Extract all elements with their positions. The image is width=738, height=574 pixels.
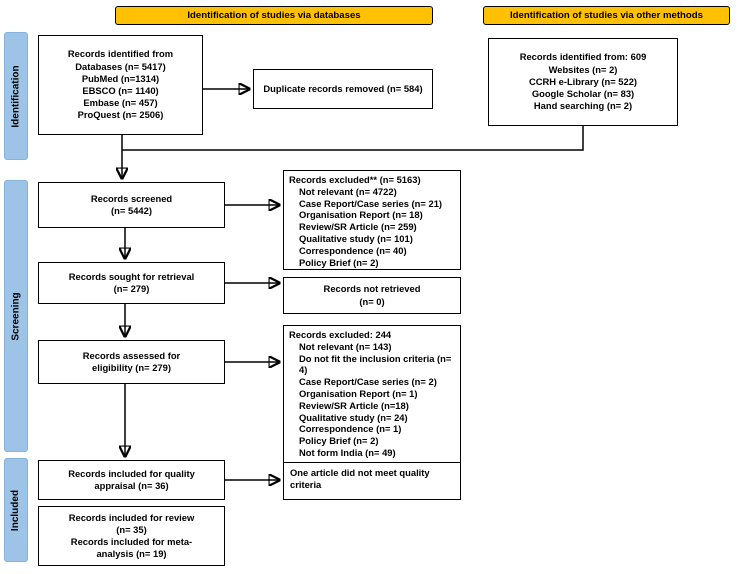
box-records-identified-other bbox=[488, 38, 678, 126]
stage-identification-label: Identification bbox=[10, 64, 22, 128]
text-line: Records not retrieved bbox=[323, 283, 421, 295]
box-records-assessed-eligibility bbox=[38, 340, 225, 384]
text-line: One article did not meet quality bbox=[290, 467, 430, 478]
box-records-not-retrieved bbox=[283, 277, 461, 314]
text-line: Records included for review bbox=[68, 511, 195, 523]
text-line: Records excluded: 244 bbox=[289, 329, 392, 340]
text-line: Review/SR Article (n=18) bbox=[299, 399, 409, 411]
box-included-quality-appraisal bbox=[38, 460, 225, 500]
text-line: appraisal (n= 36) bbox=[94, 480, 169, 491]
box-records-excluded-eligibility bbox=[283, 325, 461, 465]
text-line: EBSCO (n= 1140) bbox=[82, 85, 159, 96]
text-line: Review/SR Article (n= 259) bbox=[299, 221, 417, 233]
text-line: Qualitative study (n= 24) bbox=[299, 411, 408, 423]
text-line: Case Report/Case series (n= 21) bbox=[299, 197, 443, 209]
text-line: Not relevant (n= 4722) bbox=[299, 185, 397, 197]
text-line: (n= 0) bbox=[359, 295, 385, 307]
text-line: Records included for quality bbox=[68, 467, 195, 479]
text-line: Records identified from bbox=[67, 48, 174, 60]
box-records-excluded-screening bbox=[283, 170, 461, 270]
stage-included bbox=[4, 458, 28, 562]
text-line: Databases (n= 5417) bbox=[75, 60, 166, 72]
box-included-final bbox=[38, 506, 225, 566]
text-line: Records excluded** (n= 5163) bbox=[289, 174, 421, 185]
text-line: ProQuest (n= 2506) bbox=[77, 109, 164, 121]
text-line: (n= 5442) bbox=[111, 205, 152, 216]
stage-identification bbox=[4, 32, 28, 160]
text-line: Google Scholar (n= 83) bbox=[531, 88, 635, 100]
box-duplicates-removed bbox=[253, 69, 433, 109]
text-line: Websites (n= 2) bbox=[548, 63, 618, 75]
text-line: Correspondence (n= 1) bbox=[299, 423, 402, 435]
text-line: Policy Brief (n= 2) bbox=[299, 256, 379, 268]
box-quality-note bbox=[283, 462, 461, 500]
banner-databases: Identification of studies via databases bbox=[115, 6, 433, 25]
stage-screening bbox=[4, 180, 28, 452]
text-line: PubMed (n=1314) bbox=[81, 72, 160, 84]
text-line: eligibility (n= 279) bbox=[92, 362, 171, 373]
text-line: CCRH e-Library (n= 522) bbox=[528, 75, 638, 87]
text-line: Qualitative study (n= 101) bbox=[299, 232, 413, 244]
box-records-screened bbox=[38, 182, 225, 228]
text-line: Records screened bbox=[90, 192, 173, 204]
stage-included-label: Included bbox=[10, 489, 22, 531]
text-line: Case Report/Case series (n= 2) bbox=[299, 376, 437, 388]
text-line: (n= 279) bbox=[113, 283, 150, 294]
text-line: Organisation Report (n= 1) bbox=[299, 387, 418, 399]
box-records-sought-retrieval bbox=[38, 262, 225, 304]
text-line: criteria bbox=[290, 479, 322, 491]
text-line: Policy Brief (n= 2) bbox=[299, 435, 379, 447]
text-line: Embase (n= 457) bbox=[83, 97, 158, 109]
text-line: Records identified from: 609 bbox=[519, 51, 647, 63]
text-line: Records included for meta- bbox=[70, 536, 193, 547]
text-line: Not form India (n= 49) bbox=[299, 446, 396, 458]
text-line: Not relevant (n= 143) bbox=[299, 340, 392, 352]
text-line: Do not fit the inclusion criteria (n= 4) bbox=[299, 352, 452, 376]
text-line: Organisation Report (n= 18) bbox=[299, 209, 423, 221]
text-line: Records assessed for bbox=[82, 349, 181, 361]
text-line: Duplicate records removed (n= 584) bbox=[263, 82, 423, 94]
banner-other-methods: Identification of studies via other methods bbox=[483, 6, 730, 25]
stage-screening-label: Screening bbox=[10, 291, 22, 341]
text-line: analysis (n= 19) bbox=[96, 548, 167, 560]
text-line: Records sought for retrieval bbox=[68, 270, 195, 282]
text-line: Hand searching (n= 2) bbox=[533, 100, 633, 112]
box-records-identified-databases bbox=[38, 35, 203, 135]
text-line: (n= 35) bbox=[116, 523, 147, 535]
text-line: Correspondence (n= 40) bbox=[299, 244, 407, 256]
